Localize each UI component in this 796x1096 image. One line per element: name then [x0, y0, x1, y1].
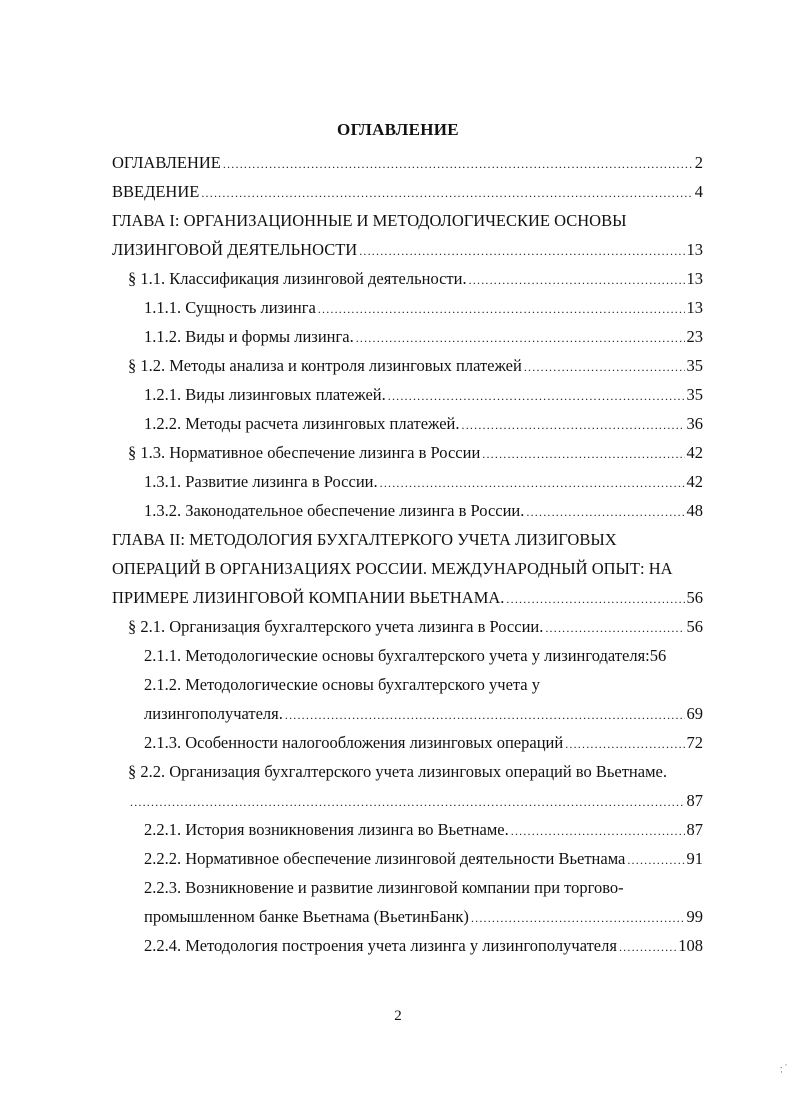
toc-page-number: 42: [686, 472, 703, 491]
toc-entry-text: 1.2.2. Методы расчета лизинговых платежей.: [144, 414, 460, 433]
toc-entry: [112, 583, 703, 614]
toc-entry: [128, 438, 703, 469]
dot-leader: [130, 788, 685, 817]
toc-entry-text: ГЛАВА I: ОРГАНИЗАЦИОННЫЕ И МЕТОДОЛОГИЧЕСКИЕ ОСНОВЫ: [112, 211, 627, 230]
toc-page-number: 91: [686, 849, 703, 868]
dot-leader: [318, 295, 685, 324]
toc-row: [0, 438, 796, 467]
dot-leader: [462, 411, 685, 440]
toc-row: [0, 148, 796, 177]
toc-entry: [128, 786, 703, 817]
toc-row: [0, 467, 796, 496]
toc-row: [0, 235, 796, 264]
dot-leader: [511, 817, 685, 846]
toc-entry: [112, 177, 703, 208]
toc-row: [0, 496, 796, 525]
toc-page-number: 56: [686, 617, 703, 636]
toc-entry: [144, 322, 703, 353]
toc-entry-text: 1.1.1. Сущность лизинга: [144, 298, 316, 317]
toc-row: [0, 554, 796, 583]
toc-page-number: 13: [686, 269, 703, 288]
toc-entry: [144, 844, 703, 875]
toc-entry: [128, 264, 703, 295]
toc-entry-text: 2.1.3. Особенности налогообложения лизинговых операций: [144, 733, 564, 752]
toc-entry: [128, 351, 703, 382]
toc-entry-text: § 2.2. Организация бухгалтерского учета лизинговых операций во Вьетнаме.: [128, 762, 667, 781]
toc-entry-text: промышленном банке Вьетнама (ВьетинБанк): [144, 907, 469, 926]
toc-page-number: 56: [686, 588, 703, 607]
toc-entry: [144, 496, 703, 527]
toc-row: [0, 786, 796, 815]
toc-entry: [144, 409, 703, 440]
toc-entry: [144, 815, 703, 846]
toc-row: [0, 525, 796, 554]
dot-leader: [380, 469, 685, 498]
toc-row: [0, 409, 796, 438]
toc-row: [0, 206, 796, 235]
toc-entry: [128, 612, 703, 643]
toc-row: [0, 177, 796, 206]
toc-row: [0, 670, 796, 699]
toc-entry: [144, 902, 703, 933]
toc-row: [0, 264, 796, 293]
toc-entry-text: 1.3.1. Развитие лизинга в России.: [144, 472, 378, 491]
toc-row: [0, 757, 796, 786]
toc-entry: [144, 467, 703, 498]
dot-leader: [565, 730, 684, 759]
table-of-contents: [0, 148, 796, 960]
toc-entry: [144, 293, 703, 324]
toc-entry-text: 2.2.4. Методология построения учета лизинга у лизингополучателя: [144, 936, 617, 955]
toc-page-number: 35: [686, 385, 703, 404]
toc-entry: [112, 148, 703, 179]
toc-page-number: 36: [686, 414, 703, 433]
dot-leader: [356, 324, 685, 353]
toc-row: [0, 844, 796, 873]
toc-entry-text: 2.1.2. Методологические основы бухгалтерского учета у: [144, 675, 541, 694]
dot-leader: [482, 440, 684, 469]
toc-entry-text: 1.2.1. Виды лизинговых платежей.: [144, 385, 386, 404]
dot-leader: [524, 353, 685, 382]
toc-page-number: 48: [686, 501, 703, 520]
toc-entry: [144, 380, 703, 411]
toc-entry-text: 1.3.2. Законодательное обеспечение лизинга в России.: [144, 501, 525, 520]
toc-row: [0, 583, 796, 612]
dot-leader: [469, 266, 685, 295]
toc-entry-text: ОГЛАВЛЕНИЕ: [112, 153, 221, 172]
dot-leader: [619, 933, 676, 962]
toc-entry: [112, 235, 703, 266]
dot-leader: [526, 498, 684, 527]
toc-entry-text: 2.2.1. История возникновения лизинга во Вьетнаме.: [144, 820, 509, 839]
toc-entry-text: ГЛАВА II: МЕТОДОЛОГИЯ БУХГАЛТЕРКОГО УЧЕТА ЛИЗИГОВЫХ: [112, 530, 617, 549]
dot-leader: [388, 382, 685, 411]
dot-leader: [545, 614, 684, 643]
dot-leader: [471, 904, 685, 933]
toc-page-number: 2: [694, 153, 703, 172]
toc-entry-text: лизингополучателя.: [144, 704, 283, 723]
toc-page-number: 4: [694, 182, 703, 201]
toc-entry-text: 2.2.3. Возникновение и развитие лизинговой компании при торгово-: [144, 878, 624, 897]
toc-page-number: 13: [686, 240, 703, 259]
toc-row: [0, 380, 796, 409]
toc-row: [0, 322, 796, 351]
toc-row: [0, 641, 796, 670]
toc-entry-text: ПРИМЕРЕ ЛИЗИНГОВОЙ КОМПАНИИ ВЬЕТНАМА.: [112, 588, 505, 607]
toc-row: [0, 728, 796, 757]
toc-entry-text: § 2.1. Организация бухгалтерского учета лизинга в России.: [128, 617, 544, 636]
toc-row: [0, 293, 796, 322]
toc-entry: [144, 728, 703, 759]
toc-entry-text: § 1.2. Методы анализа и контроля лизинговых платежей: [128, 356, 522, 375]
toc-entry-text: 1.1.2. Виды и формы лизинга.: [144, 327, 354, 346]
page-title: ОГЛАВЛЕНИЕ: [337, 120, 459, 139]
toc-page-number: 72: [686, 733, 703, 752]
toc-page-number: 23: [686, 327, 703, 346]
toc-row: [0, 612, 796, 641]
toc-page-number: 13: [686, 298, 703, 317]
toc-page-number: 42: [686, 443, 703, 462]
toc-entry-text: 2.1.1. Методологические основы бухгалтерского учета у лизингодателя:56: [144, 646, 667, 665]
toc-entry-text: ОПЕРАЦИЙ В ОРГАНИЗАЦИЯХ РОССИИ. МЕЖДУНАРОДНЫЙ ОПЫТ: НА: [112, 559, 673, 578]
toc-row: [0, 931, 796, 960]
toc-row: [0, 699, 796, 728]
toc-entry: [144, 931, 703, 962]
toc-entry-text: § 1.3. Нормативное обеспечение лизинга в России: [128, 443, 481, 462]
scan-mark: . · ·: [780, 1060, 788, 1077]
toc-row: [0, 873, 796, 902]
toc-page-number: 35: [686, 356, 703, 375]
toc-entry: [144, 699, 703, 730]
dot-leader: [223, 150, 693, 179]
dot-leader: [359, 237, 684, 266]
toc-entry-text: ЛИЗИНГОВОЙ ДЕЯТЕЛЬНОСТИ: [112, 240, 358, 259]
toc-entry-text: ВВЕДЕНИЕ: [112, 182, 200, 201]
toc-row: [0, 351, 796, 380]
page-number: 2: [394, 1008, 402, 1024]
toc-page-number: 69: [686, 704, 703, 723]
toc-page-number: 108: [678, 936, 703, 955]
toc-page-number: 87: [686, 820, 703, 839]
dot-leader: [285, 701, 685, 730]
dot-leader: [201, 179, 692, 208]
dot-leader: [627, 846, 684, 875]
toc-row: [0, 902, 796, 931]
toc-page-number: 99: [686, 907, 703, 926]
toc-row: [0, 815, 796, 844]
toc-entry-text: 2.2.2. Нормативное обеспечение лизинговой деятельности Вьетнама: [144, 849, 626, 868]
toc-page-number: 87: [686, 791, 703, 810]
dot-leader: [506, 585, 684, 614]
toc-entry-text: § 1.1. Классификация лизинговой деятельности.: [128, 269, 467, 288]
